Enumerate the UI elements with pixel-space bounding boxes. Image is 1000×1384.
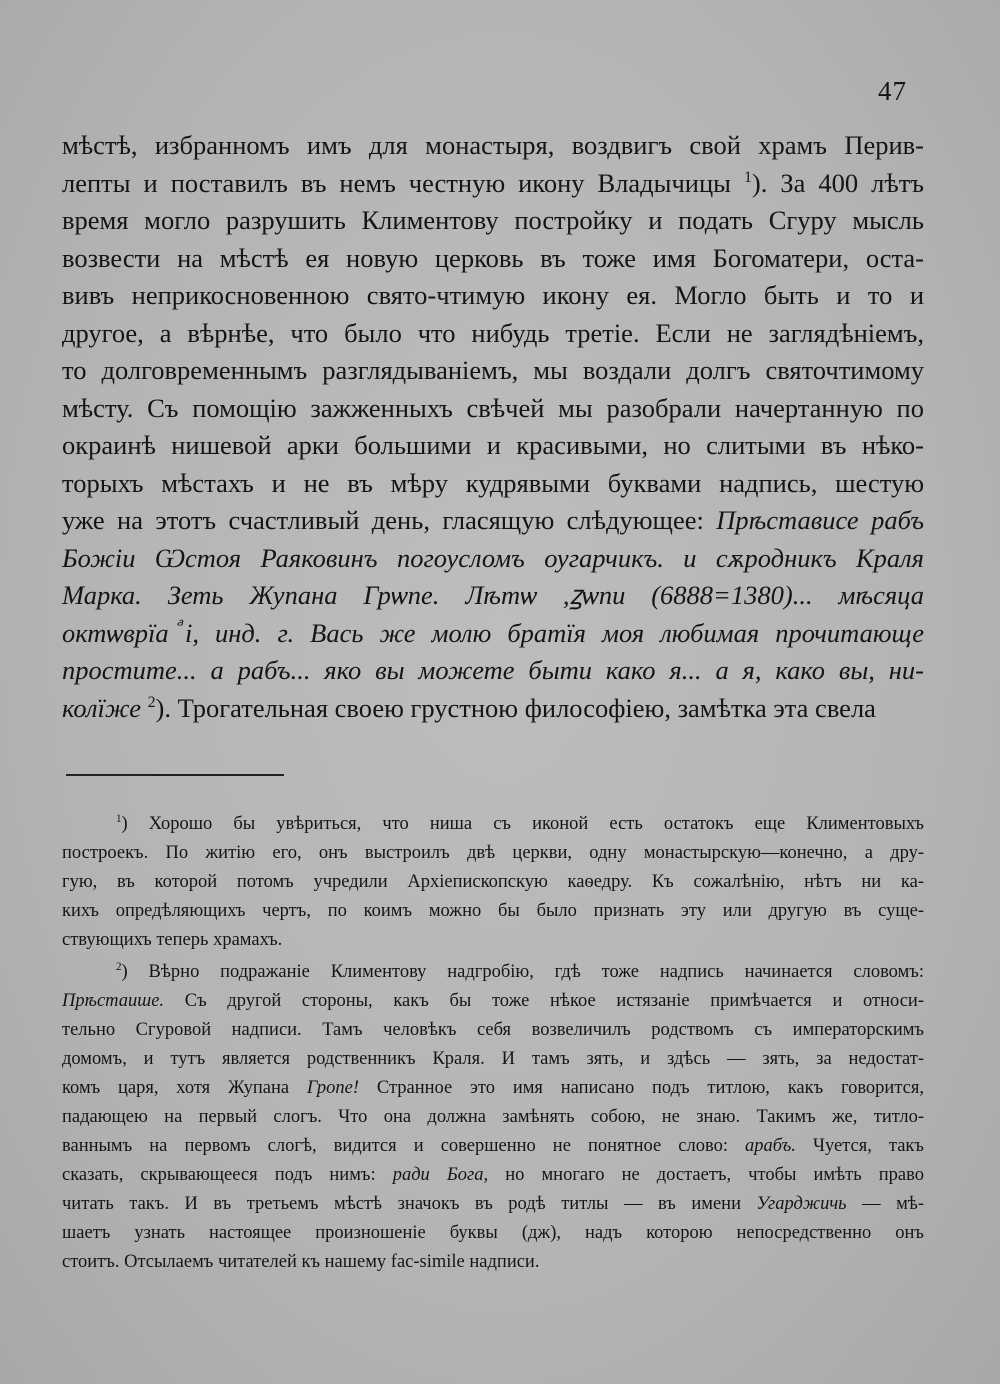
text-run: лепты и поставилъ въ немъ честную икону Владычицы xyxy=(62,167,744,198)
text-run: ствующихъ теперь храмахъ. xyxy=(62,930,283,950)
text-run: кихъ опредѣляющихъ чертъ, по коимъ можно бы было признать эту или другую въ суще- xyxy=(62,901,924,921)
text-run: другое, а вѣрнѣе, что было что нибудь третіе. Если не заглядѣніемъ, xyxy=(62,317,924,348)
italic-text: Угарджичь xyxy=(756,1194,847,1214)
footnote-line xyxy=(62,868,924,897)
footnote-line xyxy=(62,1190,924,1219)
main-text xyxy=(62,127,924,727)
footnote-line xyxy=(62,839,924,868)
text-line xyxy=(62,165,924,203)
italic-text: простите... а рабъ... яко вы можете быти како я... а я, како вы, ни- xyxy=(62,655,924,685)
text-line xyxy=(62,615,924,653)
footnote-line xyxy=(62,1045,924,1074)
text-line xyxy=(62,390,924,428)
text-run: построекъ. По житію его, онъ выстроилъ двѣ церкви, одну монастырскую—конечно, а дру- xyxy=(62,843,924,863)
text-run: то долговременнымъ разглядываніемъ, мы воздали долгъ святочтимому xyxy=(62,355,924,385)
text-run: мѣстѣ, избранномъ имъ для монастыря, воздвигъ свой храмъ Перив- xyxy=(62,130,924,160)
text-run: возвести на мѣстѣ ея новую церковь въ тоже имя Богоматери, оста- xyxy=(62,242,924,273)
text-line xyxy=(62,502,924,540)
italic-text: Гропе! xyxy=(306,1078,360,1098)
italic-text: арабъ. xyxy=(745,1136,796,1156)
footnote-2 xyxy=(62,958,924,1277)
text-run: — мѣ- xyxy=(846,1194,925,1214)
footnote-line xyxy=(62,987,924,1016)
footnote-line xyxy=(62,1219,924,1248)
text-run: время могло разрушить Климентову постройку и подать Сгуру мысль xyxy=(62,205,924,235)
italic-text: Божіи Ѡстоя Раяковинъ погоусломъ оугарчикъ. и сѫродникъ Краля xyxy=(62,542,924,573)
text-run: ваннымъ на первомъ слогѣ, видится и совершенно не понятное слово: xyxy=(62,1136,746,1156)
text-run: падающею на первый слогъ. Что она должна замѣнять собою, не знаю. Такимъ же, титло- xyxy=(62,1107,924,1127)
text-line xyxy=(62,652,924,690)
text-line xyxy=(62,277,924,315)
footnote-line xyxy=(62,926,924,955)
text-line xyxy=(62,315,924,353)
text-run: Странное это имя написано подъ титлою, какъ говорится, xyxy=(359,1078,924,1098)
text-line xyxy=(62,352,924,390)
text-run: Съ другой стороны, какъ бы тоже нѣкое истязаніе примѣчается и относи- xyxy=(164,991,924,1011)
footnote-marker: 1 xyxy=(743,168,752,186)
footnote-line xyxy=(62,1074,924,1103)
text-run: комъ царя, хотя Жупана xyxy=(62,1078,307,1098)
footnote-line xyxy=(62,1016,924,1045)
footnote-line xyxy=(62,958,924,987)
footnote-line xyxy=(62,1248,924,1277)
italic-text: октѡврїа ⷶі, инд. г. Вась же молю братїя моя любимая прочитающе xyxy=(62,617,924,648)
text-run: мѣсту. Съ помощію зажженныхъ свѣчей мы разобрали начертанную по xyxy=(62,392,924,423)
page-number: 47 xyxy=(878,76,907,106)
italic-text: Прѣстаише. xyxy=(62,991,165,1011)
footnote-marker: 2 xyxy=(116,960,122,973)
text-run: торыхъ мѣстахъ и не въ мѣру кудрявыми буквами надпись, шестую xyxy=(62,467,924,498)
text-line xyxy=(62,202,924,240)
text-line xyxy=(62,690,924,728)
text-run: Чуется, такъ xyxy=(795,1136,924,1156)
footnote-line xyxy=(62,897,924,926)
footnote-separator xyxy=(66,774,284,776)
text-run: сказать, скрывающееся подъ нимъ: xyxy=(62,1165,393,1185)
text-run: вивъ неприкосновенною свято-чтимую икону ея. Могло быть и то и xyxy=(62,280,924,310)
text-run: ). За 400 лѣтъ xyxy=(751,167,924,198)
text-run: уже на этотъ счастливый день, гласящую слѣдующее: xyxy=(62,505,717,535)
italic-text: колїже xyxy=(62,692,141,723)
text-line xyxy=(62,427,924,465)
text-run: читать такъ. И въ третьемъ мѣстѣ значокъ въ родѣ титлы — въ имени xyxy=(62,1194,757,1214)
text-run: стоитъ. Отсылаемъ читателей къ нашему fac-simile надписи. xyxy=(62,1252,540,1272)
text-run: окраинѣ нишевой арки большими и красивыми, но слитыми въ нѣко- xyxy=(62,430,924,460)
text-run: гую, въ которой потомъ учредили Архіепископскую каѳедру. Къ сожалѣнію, нѣтъ ни ка- xyxy=(62,872,924,892)
text-run: ). Трогательная своею грустною философіею, замѣтка эта свела xyxy=(155,692,876,723)
text-line xyxy=(62,540,924,578)
footnote-line xyxy=(62,1161,924,1190)
footnote-marker: 1 xyxy=(116,812,122,825)
text-run: но многаго не достаетъ, чтобы имѣть право xyxy=(488,1165,924,1185)
text-run xyxy=(141,693,148,723)
text-run: шаетъ узнать настоящее произношеніе буквы (дж), надъ которою непосредственно онъ xyxy=(62,1223,924,1243)
footnote-line xyxy=(62,810,924,839)
text-line xyxy=(62,127,924,165)
text-run: ) Хорошо бы увѣриться, что ниша съ иконой есть остатокъ еще Климентовыхъ xyxy=(121,814,924,834)
text-run: ) Вѣрно подражаніе Климентову надгробію, гдѣ тоже надпись начинается словомъ: xyxy=(121,962,924,982)
footnote-line xyxy=(62,1132,924,1161)
footnote-line xyxy=(62,1103,924,1132)
text-line xyxy=(62,465,924,503)
text-run: домомъ, и тутъ является родственникъ Краля. И тамъ зять, и здѣсь — зять, за недостат- xyxy=(62,1049,924,1069)
italic-text: Марка. Зеть Жупана Грѡпе. Лѣтѡ ,ꙁѡпи (6888=1380)... мѣсяца xyxy=(62,580,924,610)
text-run: тельно Сгуровой надписи. Тамъ человѣкъ себя возвеличилъ родствомъ съ императорскимъ xyxy=(62,1020,924,1040)
footnote-1 xyxy=(62,810,924,955)
italic-text: Прѣстависе рабъ xyxy=(716,505,924,535)
footnote-marker: 2 xyxy=(147,693,156,711)
text-line xyxy=(62,577,924,615)
text-line xyxy=(62,240,924,278)
italic-text: ради Бога, xyxy=(392,1165,489,1185)
footnotes xyxy=(62,810,924,1277)
